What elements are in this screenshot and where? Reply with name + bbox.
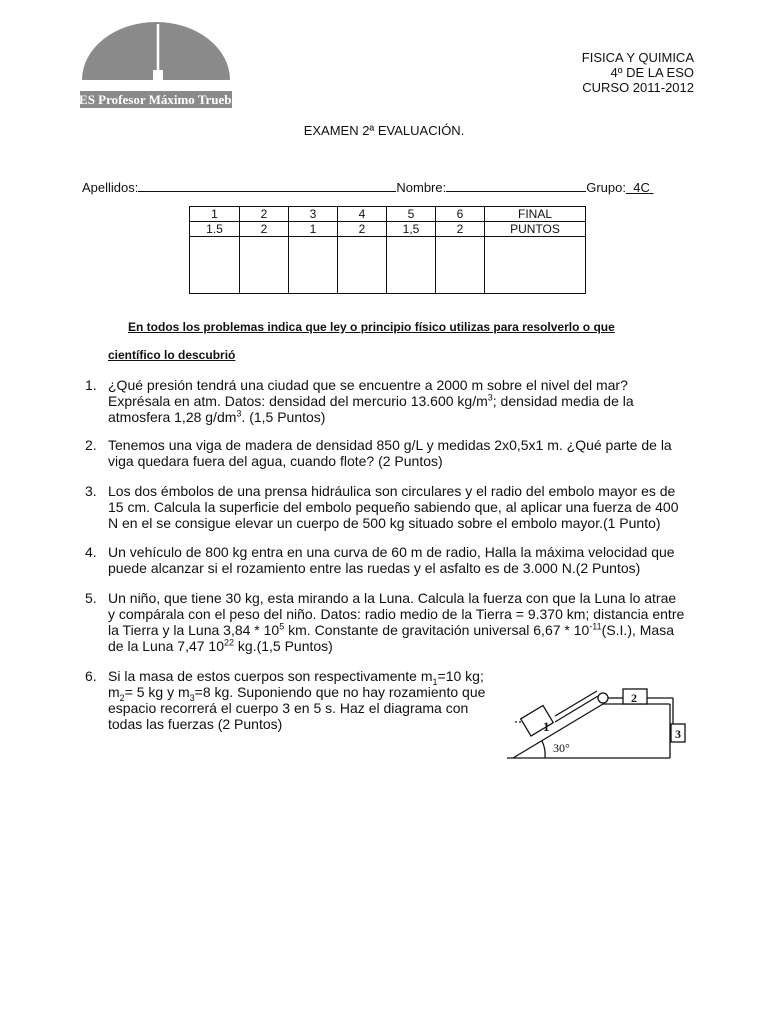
question-line: Exprésala en atm. Datos: densidad del mercurio 13.600 $kg/m^3$; densidad media de la	[108, 392, 634, 409]
question-line: todas las fuerzas (2 Puntos)	[108, 716, 283, 732]
school-logo	[80, 18, 235, 110]
question-number: 1.	[85, 377, 97, 393]
table-cell: PUNTOS	[485, 222, 586, 237]
name-label: Nombre:	[396, 180, 447, 195]
question-line: Tenemos una viga de madera de densidad 850 g/L y medidas 2x0,5x1 m. ¿Qué parte de la	[108, 437, 672, 453]
score-input-cell[interactable]	[338, 237, 387, 294]
question-line: 15 cm. Calcula la superficie del embolo pequeño sabiendo que, al aplicar una fuerza de 400	[108, 499, 679, 515]
table-cell: 1	[190, 207, 240, 222]
rope-incline-upper	[555, 691, 597, 716]
surname-label: Apellidos:	[82, 180, 139, 195]
table-cell: 4	[338, 207, 387, 222]
question-line: Los dos émbolos de una prensa hidráulica son circulares y el radio del embolo mayor es de	[108, 483, 676, 499]
group-value: 4C	[633, 180, 650, 195]
question-line: atmosfera 1,28 $g/dm^3$. (1,5 Puntos)	[108, 408, 326, 425]
surname-field[interactable]	[138, 178, 396, 192]
student-info-line	[82, 178, 653, 195]
question-line: Un niño, que tiene 30 kg, esta mirando a la Luna. Calcula la fuerza con que la Luna lo atrae	[108, 590, 677, 606]
subject-label: FISICA Y QUIMICA	[581, 50, 694, 65]
score-table	[189, 206, 586, 294]
table-cell: 3	[289, 207, 338, 222]
table-cell: 5	[387, 207, 436, 222]
question-line: $m_2= 5$ kg y $m_3=8$ kg. Suponiendo que no hay rozamiento que	[108, 684, 486, 703]
exam-title: EXAMEN 2ª EVALUACIÓN.	[303, 123, 465, 138]
name-field[interactable]	[446, 178, 586, 192]
table-cell: 1,5	[387, 222, 436, 237]
table-cell: 2	[338, 222, 387, 237]
angle-arc	[542, 741, 545, 758]
table-cell: 6	[436, 207, 485, 222]
score-table-blank-row	[190, 237, 586, 294]
table-cell: 1	[289, 222, 338, 237]
score-input-cell[interactable]	[387, 237, 436, 294]
question-line: viga quedara fuera del agua, cuando flote? (2 Puntos)	[108, 453, 443, 469]
table-cell: 2	[240, 222, 289, 237]
question-line: de la Luna 7,47 $10^{22}$ kg.(1,5 Puntos)	[108, 637, 333, 654]
pulley	[598, 693, 608, 703]
table-cell: 1.5	[190, 222, 240, 237]
question-line: espacio recorrerá el cuerpo 3 en 5 s. Haz el diagrama con	[108, 700, 469, 716]
table-cell: FINAL	[485, 207, 586, 222]
score-input-cell[interactable]	[436, 237, 485, 294]
question-line: la Tierra y la Luna $3,84 * 10^5$ km. Constante de gravitación universal $6,67 * 10^{-11}(S.I.)$, Masa	[108, 621, 675, 638]
block-3-label: 3	[675, 727, 681, 741]
question-number: 5.	[85, 590, 97, 606]
score-input-cell[interactable]	[190, 237, 240, 294]
question-number: 6.	[85, 668, 97, 684]
question-line: puede alcanzar si el rozamiento entre las ruedas y el asfalto es de 3.000 N.(2 Puntos)	[108, 560, 641, 576]
question-line: y compárala con el peso del niño. Datos: radio medio de la Tierra = 9.370 km; distancia entre	[108, 606, 685, 622]
question-line: ¿Qué presión tendrá una ciudad que se encuentre a 2000 m sobre el nivel del mar?	[108, 377, 628, 393]
question-number: 4.	[85, 544, 97, 560]
incline-pulley-diagram	[505, 686, 695, 770]
table-cell: 2	[240, 207, 289, 222]
table-cell: 2	[436, 222, 485, 237]
instruction-line: científico lo descubrió	[108, 348, 236, 362]
score-table-header-row	[190, 207, 586, 222]
course-header	[582, 50, 694, 95]
rope-incline-lower	[555, 696, 598, 722]
question-line: Si la masa de estos cuerpos son respectivamente $m_1=10$ kg;	[108, 668, 484, 687]
instruction-line: En todos los problemas indica que ley o principio físico utilizas para resolverlo o que	[128, 320, 615, 334]
question-number: 3.	[85, 483, 97, 499]
logo-text: IES Profesor Máximo Trueba	[80, 92, 235, 107]
question-number: 2.	[85, 437, 97, 453]
course-label: 4º DE LA ESO	[610, 65, 694, 80]
score-input-cell[interactable]	[289, 237, 338, 294]
block-1-label: 1	[543, 719, 550, 734]
question-line: N en el se consigue elevar un cuerpo de 500 kg situado sobre el embolo mayor.(1 Punto)	[108, 515, 661, 531]
score-input-cell[interactable]	[485, 237, 586, 294]
score-input-cell[interactable]	[240, 237, 289, 294]
group-label: Grupo:	[586, 180, 626, 195]
block-2-label: 2	[631, 691, 637, 705]
question-line: Un vehículo de 800 kg entra en una curva de 60 m de radio, Halla la máxima velocidad que	[108, 544, 675, 560]
year-label: CURSO 2011-2012	[582, 80, 694, 95]
score-table-points-row	[190, 222, 586, 237]
angle-label: 30°	[553, 741, 570, 755]
